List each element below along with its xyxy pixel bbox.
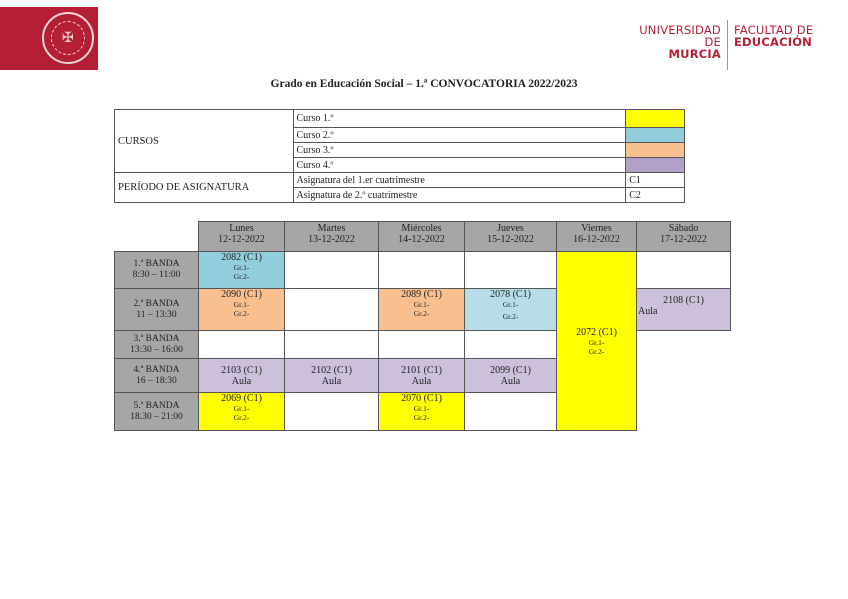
exam-cell: 2078 (C1) Gr.1- Gr.2-	[465, 289, 557, 331]
exam-cell: 2101 (C1) Aula	[379, 359, 465, 393]
curso-3-label: Curso 3.º	[293, 143, 626, 158]
empty-cell	[465, 331, 557, 359]
day-header-martes: Martes 13-12-2022	[285, 222, 379, 252]
exam-cell: 2099 (C1) Aula	[465, 359, 557, 393]
periodo-c1-label: Asignatura del 1.er cuatrimestre	[293, 173, 626, 188]
day-header-lunes: Lunes 12-12-2022	[199, 222, 285, 252]
legend-table	[114, 109, 685, 203]
curso-2-label: Curso 2.º	[293, 128, 626, 143]
empty-cell	[285, 331, 379, 359]
exam-cell: 2082 (C1) Gr.1- Gr.2-	[199, 252, 285, 289]
empty-cell	[285, 252, 379, 289]
periodo-label: PERÍODO DE ASIGNATURA	[115, 173, 294, 203]
curso-1-label: Curso 1.º	[293, 110, 626, 128]
empty-cell	[379, 252, 465, 289]
exam-cell: 2089 (C1) Gr.1- Gr.2-	[379, 289, 465, 331]
band-2-label: 2.ª BANDA 11 – 13:30	[115, 289, 199, 331]
exam-cell: 2102 (C1) Aula	[285, 359, 379, 393]
blank-area	[637, 331, 731, 431]
exam-cell: 2090 (C1) Gr.1- Gr.2-	[199, 289, 285, 331]
page-title: Grado en Educación Social – 1.ª CONVOCATORIA 2022/2023	[270, 78, 578, 90]
periodo-c1-code: C1	[626, 173, 685, 188]
faculty-name: FACULTAD DE EDUCACIÓN	[734, 23, 814, 49]
band-1-label: 1.ª BANDA 8:30 – 11:00	[115, 252, 199, 289]
corner-cell	[115, 222, 199, 252]
empty-cell	[465, 252, 557, 289]
periodo-c2-label: Asignatura de 2.º cuatrimestre	[293, 188, 626, 203]
exam-cell: 2070 (C1) Gr.1- Gr.2-	[379, 393, 465, 431]
curso-4-label: Curso 4.º	[293, 158, 626, 173]
curso-4-swatch	[626, 158, 685, 173]
day-header-sabado: Sábado 17-12-2022	[637, 222, 731, 252]
exam-schedule-table	[114, 221, 731, 431]
curso-1-swatch	[626, 110, 685, 128]
university-name: UNIVERSIDAD DE MURCIA	[639, 23, 721, 61]
empty-cell	[285, 393, 379, 431]
periodo-c2-code: C2	[626, 188, 685, 203]
empty-cell	[637, 252, 731, 289]
exam-cell: 2069 (C1) Gr.1- Gr.2-	[199, 393, 285, 431]
exam-cell: 2108 (C1) Aula	[637, 289, 731, 331]
band-4-label: 4.ª BANDA 16 – 18:30	[115, 359, 199, 393]
exam-cell-viernes: 2072 (C1) Gr.1- Gr.2-	[557, 252, 637, 431]
day-header-miercoles: Miércoles 14-12-2022	[379, 222, 465, 252]
university-logo	[0, 7, 98, 70]
brand-divider	[727, 20, 728, 70]
day-header-viernes: Viernes 16-12-2022	[557, 222, 637, 252]
cursos-label: CURSOS	[115, 110, 294, 173]
empty-cell	[199, 331, 285, 359]
curso-3-swatch	[626, 143, 685, 158]
university-seal-icon: ✠	[42, 12, 94, 64]
day-header-jueves: Jueves 15-12-2022	[465, 222, 557, 252]
exam-cell: 2103 (C1) Aula	[199, 359, 285, 393]
empty-cell	[465, 393, 557, 431]
empty-cell	[285, 289, 379, 331]
band-3-label: 3.ª BANDA 13:30 – 16:00	[115, 331, 199, 359]
curso-2-swatch	[626, 128, 685, 143]
band-5-label: 5.ª BANDA 18.30 – 21:00	[115, 393, 199, 431]
empty-cell	[379, 331, 465, 359]
